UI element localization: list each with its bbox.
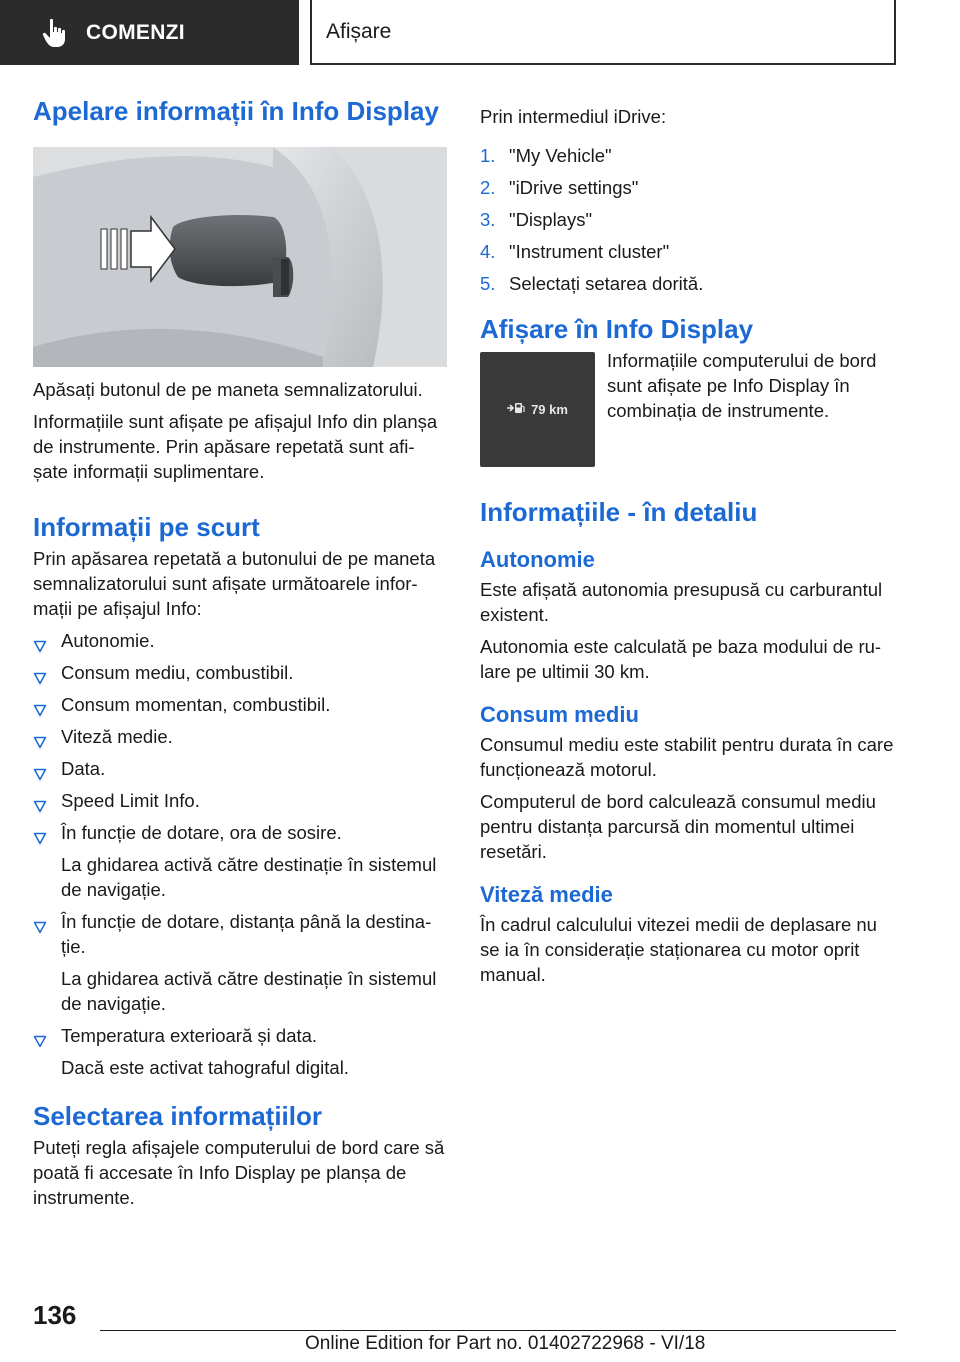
bullet-text: Data. <box>61 758 106 779</box>
range-value: 79 km <box>531 402 568 417</box>
bullet-note: Dacă este activat tahograful digital. <box>61 1057 349 1078</box>
display-description: Informațiile computerului de bord sunt afișate pe Info Display în combinația de instrumente. <box>607 350 877 421</box>
info-bullet-item <box>33 820 447 902</box>
bullet-text: Speed Limit Info. <box>61 790 200 811</box>
idrive-step <box>480 271 895 296</box>
heading-call-info: Apelare informații în Info Display <box>33 96 439 126</box>
chapter-label: COMENZI <box>86 20 185 44</box>
left-column <box>33 95 447 1210</box>
section-title: Afișare <box>326 19 392 43</box>
heading-avg-speed: Viteză medie <box>480 882 613 907</box>
idrive-steps <box>480 143 895 296</box>
idrive-step <box>480 143 895 168</box>
step-text: "Displays" <box>509 209 593 230</box>
heading-range: Autonomie <box>480 547 595 572</box>
step-text: "My Vehicle" <box>509 145 612 166</box>
chapter-tab <box>0 0 299 65</box>
info-display-screen <box>480 352 595 467</box>
info-display-text: Informațiile sunt afișate pe afișajul Info din planșa de instrumente. Prin apăsare repetată sunt afi- șate informații suplimentare. <box>33 411 438 482</box>
short-info-intro: Prin apăsarea repetată a butonului de pe maneta semnalizatorului sunt afișate următoarele infor- mații pe afișajul Info: <box>33 548 436 619</box>
avg-consumption-text-2: Computerul de bord calculează consumul mediu pentru distanța parcursă din momentul ultimei resetări. <box>480 791 876 862</box>
info-bullet-item <box>33 756 447 781</box>
info-bullet-item <box>33 724 447 749</box>
hand-icon <box>38 15 74 51</box>
idrive-intro: Prin intermediul iDrive: <box>480 106 667 127</box>
press-button-text: Apăsați butonul de pe maneta semnalizatorului. <box>33 379 423 400</box>
step-text: "iDrive settings" <box>509 177 639 198</box>
bullet-text: În funcție de dotare, distanța până la destina- ție. <box>61 911 432 957</box>
step-text: "Instrument cluster" <box>509 241 670 262</box>
info-bullet-item <box>33 628 447 653</box>
triangle-bullet-icon <box>33 794 47 807</box>
info-bullet-item <box>33 660 447 685</box>
bullet-text: Viteză medie. <box>61 726 173 747</box>
triangle-bullet-icon <box>33 1029 47 1042</box>
footer-divider <box>100 1330 896 1331</box>
step-number: 1. <box>480 145 496 166</box>
step-number: 5. <box>480 273 496 294</box>
info-bullet-item <box>33 692 447 717</box>
triangle-bullet-icon <box>33 915 47 928</box>
turn-signal-lever-illustration <box>33 147 447 367</box>
info-bullet-item <box>33 788 447 813</box>
idrive-step <box>480 207 895 232</box>
bullet-note: La ghidarea activă către destinație în sistemul de navigație. <box>61 968 437 1014</box>
page-number: 136 <box>33 1300 77 1330</box>
right-column <box>480 95 895 987</box>
triangle-bullet-icon <box>33 826 47 839</box>
step-number: 3. <box>480 209 496 230</box>
heading-details: Informațiile - în detaliu <box>480 497 758 527</box>
bullet-text: Consum momentan, combustibil. <box>61 694 331 715</box>
range-text-2: Autonomia este calculată pe baza modului de ru- lare pe ultimii 30 km. <box>480 636 882 682</box>
step-number: 4. <box>480 241 496 262</box>
triangle-bullet-icon <box>33 634 47 647</box>
fuel-range-icon <box>507 401 525 419</box>
bullet-text: Temperatura exterioară și data. <box>61 1025 318 1046</box>
footer-edition: Online Edition for Part no. 01402722968 - VI/18 <box>305 1333 706 1354</box>
range-text-1: Este afișată autonomia presupusă cu carburantul existent. <box>480 579 883 625</box>
heading-display-info: Afișare în Info Display <box>480 314 754 344</box>
info-bullet-item <box>33 909 447 1016</box>
info-bullet-item <box>33 1023 447 1080</box>
section-tab <box>310 0 896 65</box>
select-info-text: Puteți regla afișajele computerului de bord care să poată fi accesate în Info Display pe planșa de instrumente. <box>33 1137 445 1208</box>
avg-consumption-text-1: Consumul mediu este stabilit pentru durata în care funcționează motorul. <box>480 734 894 780</box>
heading-select-info: Selectarea informațiilor <box>33 1101 322 1131</box>
bullet-note: La ghidarea activă către destinație în sistemul de navigație. <box>61 854 437 900</box>
triangle-bullet-icon <box>33 666 47 679</box>
heading-avg-consumption: Consum mediu <box>480 702 639 727</box>
idrive-step <box>480 239 895 264</box>
triangle-bullet-icon <box>33 762 47 775</box>
triangle-bullet-icon <box>33 698 47 711</box>
idrive-step <box>480 175 895 200</box>
step-text: Selectați setarea dorită. <box>509 273 704 294</box>
heading-short-info: Informații pe scurt <box>33 512 260 542</box>
triangle-bullet-icon <box>33 730 47 743</box>
avg-speed-text: În cadrul calculului vitezei medii de deplasare nu se ia în considerație staționarea cu motor oprit manual. <box>480 914 877 985</box>
step-number: 2. <box>480 177 496 198</box>
info-bullet-list <box>33 628 447 1080</box>
display-row <box>480 352 895 467</box>
bullet-text: În funcție de dotare, ora de sosire. <box>61 822 342 843</box>
bullet-text: Consum mediu, combustibil. <box>61 662 294 683</box>
bullet-text: Autonomie. <box>61 630 155 651</box>
